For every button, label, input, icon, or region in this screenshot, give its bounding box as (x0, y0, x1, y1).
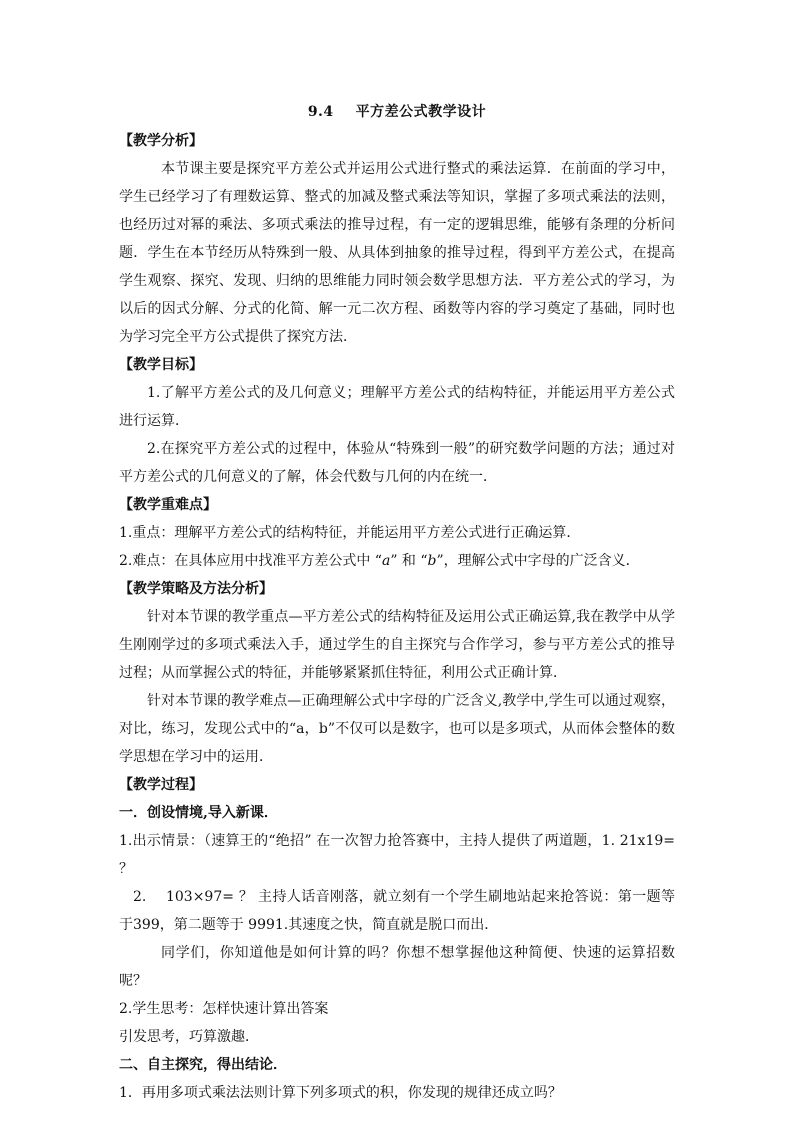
document-body (119, 127, 675, 1107)
process-part-1-title: 一．创设情境,导入新课． (119, 805, 278, 821)
process-line-6: 1．再用多项式乘法法则计算下列多项式的积，你发现的规律还成立吗？ (119, 1085, 562, 1101)
heading-analysis: 【教学分析】 (119, 133, 203, 149)
goal-item-2: 2.在探究平方差公式的过程中，体验从“特殊到一般”的研究数学问题的方法；通过对平方差公式的几何意义的了解，体会代数与几何的内在统一． (119, 441, 675, 485)
process-part-2-title: 二、自主探究，得出结论． (119, 1057, 287, 1073)
process-line-2: 2. 103×97= ？ 主持人话音刚落，就立刻有一个学生刷地站起来抢答说：第一题等于399，第二题等于 9991.其速度之快，简直就是脱口而出． (119, 889, 675, 933)
process-line-1: 1.出示情景：（速算王的“绝招” 在一次智力抢答赛中，主持人提供了两道题，1. 21x19= ？ (119, 833, 675, 877)
heading-keypoints: 【教学重难点】 (119, 497, 217, 513)
heading-process: 【教学过程】 (119, 777, 203, 793)
keypoint-2-suffix: ”，理解公式中字母的广泛含义． (436, 553, 640, 569)
paragraph-strategy-1: 针对本节课的教学重点—平方差公式的结构特征及运用公式正确运算,我在教学中从学生刚刚学过的多项式乘法入手，通过学生的自主探究与合作学习，参与平方差公式的推导过程；从而掌握公式的特征，并能够紧紧抓住特征，利用公式正确计算． (119, 609, 675, 681)
document-title (0, 101, 794, 121)
keypoint-item-1: 1.重点：理解平方差公式的结构特征，并能运用平方差公式进行正确运算． (119, 525, 581, 541)
paragraph-analysis: 本节课主要是探究平方差公式并运用公式进行整式的乘法运算．在前面的学习中，学生已经学习了有理数运算、整式的加减及整式乘法等知识，掌握了多项式乘法的法则，也经历过对幂的乘法、多项式乘法的推导过程，有一定的逻辑思维，能够有条理的分析问题．学生在本节经历从特殊到一般、从具体到抽象的推导过程，得到平方差公式，在提高学生观察、探究、发现、归纳的思维能力同时领会数学思想方法．平方差公式的学习，为以后的因式分解、分式的化简、解一元二次方程、函数等内容的学习奠定了基础，同时也为学习完全平方公式提供了探究方法． (119, 161, 675, 345)
title-text: 平方差公式教学设计 (355, 104, 487, 120)
process-line-4: 2.学生思考：怎样快速计算出答案 (119, 1001, 329, 1017)
process-line-5: 引发思考，巧算激趣． (119, 1029, 259, 1045)
variable-a: a (381, 553, 391, 569)
heading-goals: 【教学目标】 (119, 357, 203, 373)
keypoint-item-2 (119, 547, 675, 575)
keypoint-2-prefix: 2.难点：在具体应用中找准平方差公式中 “ (119, 553, 382, 569)
process-line-3: 同学们，你知道他是如何计算的吗？你想不想掌握他这种简便、快速的运算招数呢？ (119, 945, 675, 989)
keypoint-2-mid: ” 和 “ (390, 553, 428, 569)
variable-b: b (427, 553, 437, 569)
paragraph-strategy-2: 针对本节课的教学难点—正确理解公式中字母的广泛含义,教学中,学生可以通过观察，对比，练习，发现公式中的“a，b”不仅可以是数字，也可以是多项式，从而体会整体的数学思想在学习中的运用． (119, 693, 675, 765)
goal-item-1: 1.了解平方差公式的及几何意义；理解平方差公式的结构特征，并能运用平方差公式进行运算． (119, 385, 675, 429)
heading-strategy: 【教学策略及方法分析】 (119, 581, 273, 597)
section-number: 9.4 (307, 104, 334, 120)
